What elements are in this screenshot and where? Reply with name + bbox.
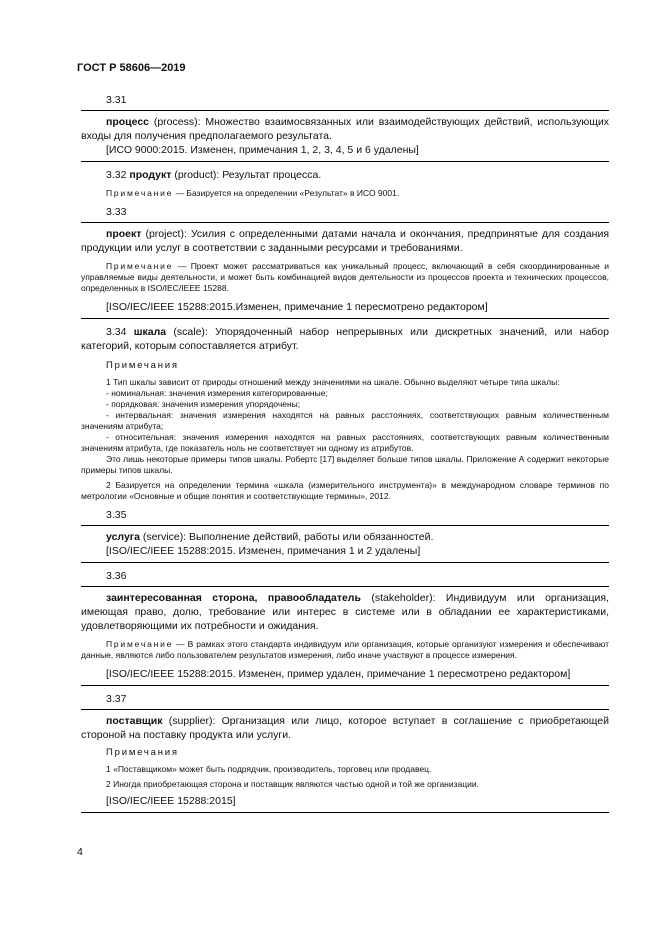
term-definition-3-34 [81, 325, 609, 353]
term-name: продукт [129, 169, 172, 181]
term-english: (supplier): [162, 715, 222, 727]
term-box-3-35 [81, 525, 609, 563]
term-box-3-33 [81, 222, 609, 319]
term-text: Усилия с определенными датами начала и окончания, предпринятые для создания продукции или услуг в соответствии с заданными ресурсами и требованиями. [81, 228, 610, 254]
term-english: (process): [149, 116, 206, 128]
term-name: заинтересованная сторона, правообладатель [106, 592, 361, 604]
bullet-item: - номинальная: значения измерения категорированные; [106, 388, 328, 398]
note-1-continuation: Это лишь некоторые примеры типов шкалы. Робертс [17] выделяет больше типов шкалы. Приложение А содержит некоторые примеры типов шкалы. [81, 454, 609, 475]
note-1: 1 «Поставщиком» может быть подрядчик, производитель, торговец или продавец. [106, 764, 432, 774]
bullet-item: - порядковая: значения измерения упорядочены; [106, 399, 301, 409]
note-text: — Проект может рассматриваться как уникальный процесс, включающий в себя скоординированные и управляемые виды деятельности, и может быть комбинацией видов деятельности из процессов проекта и технических процессов, определенных в ISO/IEC/IEEE 15288. [81, 261, 609, 293]
term-text: Индивидуум или организация, имеющая право, долю, требование или интерес в системе или в обладании ее характеристиками, удовлетворяющими их потребности и ожидания. [81, 592, 609, 632]
term-name: услуга [106, 531, 141, 543]
bullet-item: - относительная: значения измерения находятся на равных расстояниях, соответствующих равным количественным значениям атрибута, где показатель ноль не соответствует ни одному из атрибутов. [81, 432, 609, 453]
notes-label: Примечания [106, 360, 179, 371]
term-number: 3.32 [106, 169, 130, 181]
term-name: шкала [133, 326, 167, 338]
term-text: Результат процесса. [222, 169, 322, 181]
notes-label: Примечания [106, 747, 179, 758]
term-number-3-31: 3.31 [106, 94, 127, 106]
document-body [81, 93, 609, 813]
term-name: поставщик [106, 715, 163, 727]
term-english: (service): [140, 531, 190, 543]
term-name: процесс [106, 116, 150, 128]
term-name: проект [106, 228, 142, 240]
page-header: ГОСТ Р 58606—2019 [77, 62, 186, 74]
term-english: (product): [171, 169, 223, 181]
bullet-item: - интервальная: значения измерения находятся на равных расстояниях, соответствующих равным количественным значениям атрибута; [81, 410, 609, 431]
term-number-3-37: 3.37 [106, 693, 127, 705]
term-english: (project): [141, 228, 191, 240]
note [81, 188, 609, 199]
term-definition [81, 227, 609, 255]
note-2: 2 Иногда приобретающая сторона и поставщик являются частью одной и той же организации. [106, 779, 479, 789]
note-label: Примечание [106, 261, 174, 271]
term-text: Выполнение действий, работы или обязанностей. [189, 531, 434, 543]
term-source: [ISO/IEC/IEEE 15288:2015. Изменен, примечания 1 и 2 удалены] [106, 545, 421, 557]
page-number: 4 [77, 846, 83, 858]
note-text: — Базируется на определении «Результат» в ИСО 9001. [173, 188, 400, 198]
term-box-3-36 [81, 586, 609, 686]
term-box-3-37 [81, 709, 609, 813]
note-1: 1 Тип шкалы зависит от природы отношений между значениями на шкале. Обычно выделяют четыре типа шкалы: [106, 377, 560, 387]
note-text: — В рамках этого стандарта индивидуум или организация, которые организуют измерения и обеспечивают данные, являются либо пользователем результатов измерения, либо иначе участвуют в процессе измерения. [81, 639, 609, 660]
term-box-3-31 [81, 110, 609, 162]
term-definition [81, 115, 609, 143]
note [81, 639, 609, 661]
term-english: (stakeholder): [360, 592, 446, 604]
term-number: 3.34 [106, 326, 134, 338]
term-number-3-33: 3.33 [106, 206, 127, 218]
term-definition [81, 714, 609, 742]
term-definition [81, 530, 609, 544]
note-label: Примечание [106, 639, 174, 649]
term-text: Множество взаимосвязанных или взаимодействующих действий, использующих входы для получения предполагаемого результата. [81, 116, 609, 142]
note-label: Примечание [106, 188, 174, 198]
term-text: Организация или лицо, которое вступает в соглашение с приобретающей стороной на поставку продукта или услуги. [81, 715, 609, 741]
term-definition [81, 591, 609, 633]
term-source: [ИСО 9000:2015. Изменен, примечания 1, 2, 3, 4, 5 и 6 удалены] [106, 144, 419, 156]
note-2: 2 Базируется на определении термина «шкала (измерительного инструмента)» в международном словаре терминов по метрологии «Основные и общие понятия и соответствующие термины», 2012. [81, 480, 609, 501]
term-source: [ISO/IEC/IEEE 15288:2015. Изменен, пример удален, примечание 1 пересмотрено редактором] [106, 668, 571, 680]
term-text: Упорядоченный набор непрерывных или дискретных значений, или набор категорий, которым сопоставляется атрибут. [81, 326, 609, 352]
term-definition-3-32 [81, 168, 609, 182]
term-english: (scale): [166, 326, 216, 338]
note [81, 261, 609, 294]
term-source: [ISO/IEC/IEEE 15288:2015.Изменен, примечание 1 пересмотрено редактором] [106, 301, 488, 313]
term-number-3-36: 3.36 [106, 570, 127, 582]
term-number-3-35: 3.35 [106, 509, 127, 521]
term-source: [ISO/IEC/IEEE 15288:2015] [106, 795, 236, 807]
